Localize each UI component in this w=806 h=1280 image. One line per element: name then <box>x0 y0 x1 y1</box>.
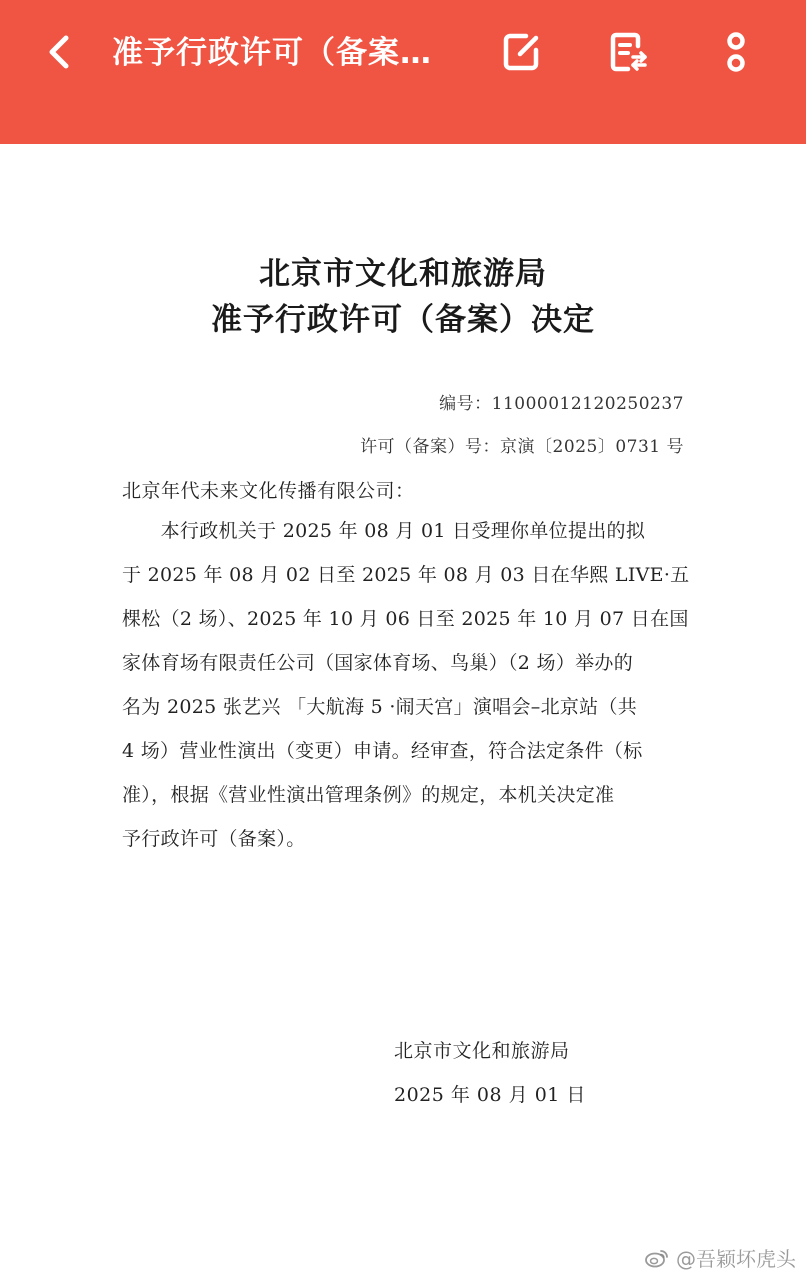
document-icon <box>602 26 654 78</box>
body-line: 于 2025 年 08 月 02 日至 2025 年 08 月 03 日在华熙 LIVE·五 <box>122 564 690 586</box>
body-line: 予行政许可（备案）。 <box>122 828 306 850</box>
watermark-text: @吾颖坏虎头 <box>676 1247 796 1271</box>
document-page <box>0 144 806 1280</box>
body-line: 本行政机关于 2025 年 08 月 01 日受理你单位提出的拟 <box>122 520 646 542</box>
edit-icon <box>496 26 548 78</box>
body-line: 棵松（2 场）、2025 年 10 月 06 日至 2025 年 10 月 07 日在国 <box>122 608 689 630</box>
page-title: 准予行政许可（备案… <box>112 35 432 71</box>
top-app-bar <box>0 0 806 144</box>
document-title-line2: 准予行政许可（备案）决定 <box>211 302 595 338</box>
document-title-line1: 北京市文化和旅游局 <box>259 256 547 292</box>
more-vertical-icon <box>710 26 762 78</box>
body-line: 4 场）营业性演出（变更）申请。经审查，符合法定条件（标 <box>122 740 643 762</box>
body-line: 准），根据《营业性演出管理条例》的规定，本机关决定准 <box>122 784 615 806</box>
more-options-button[interactable] <box>710 26 762 78</box>
back-button[interactable] <box>36 26 88 78</box>
body-line: 名为 2025 张艺兴 「大航海 5 ·闹天宫」演唱会–北京站（共 <box>122 696 638 718</box>
chevron-left-icon <box>36 26 88 78</box>
signature-organization: 北京市文化和旅游局 <box>394 1040 570 1062</box>
watermark <box>644 1243 796 1272</box>
serial-number: 编号：11000012120250237 <box>439 394 684 414</box>
addressee: 北京年代未来文化传播有限公司： <box>122 480 415 502</box>
edit-button[interactable] <box>496 26 548 78</box>
body-line: 家体育场有限责任公司（国家体育场、鸟巢）（2 场）举办的 <box>122 652 634 674</box>
signature-date: 2025 年 08 月 01 日 <box>394 1084 586 1106</box>
permit-number: 许可（备案）号：京演〔2025〕0731 号 <box>360 437 684 457</box>
document-button[interactable] <box>602 26 654 78</box>
weibo-icon <box>644 1247 670 1269</box>
